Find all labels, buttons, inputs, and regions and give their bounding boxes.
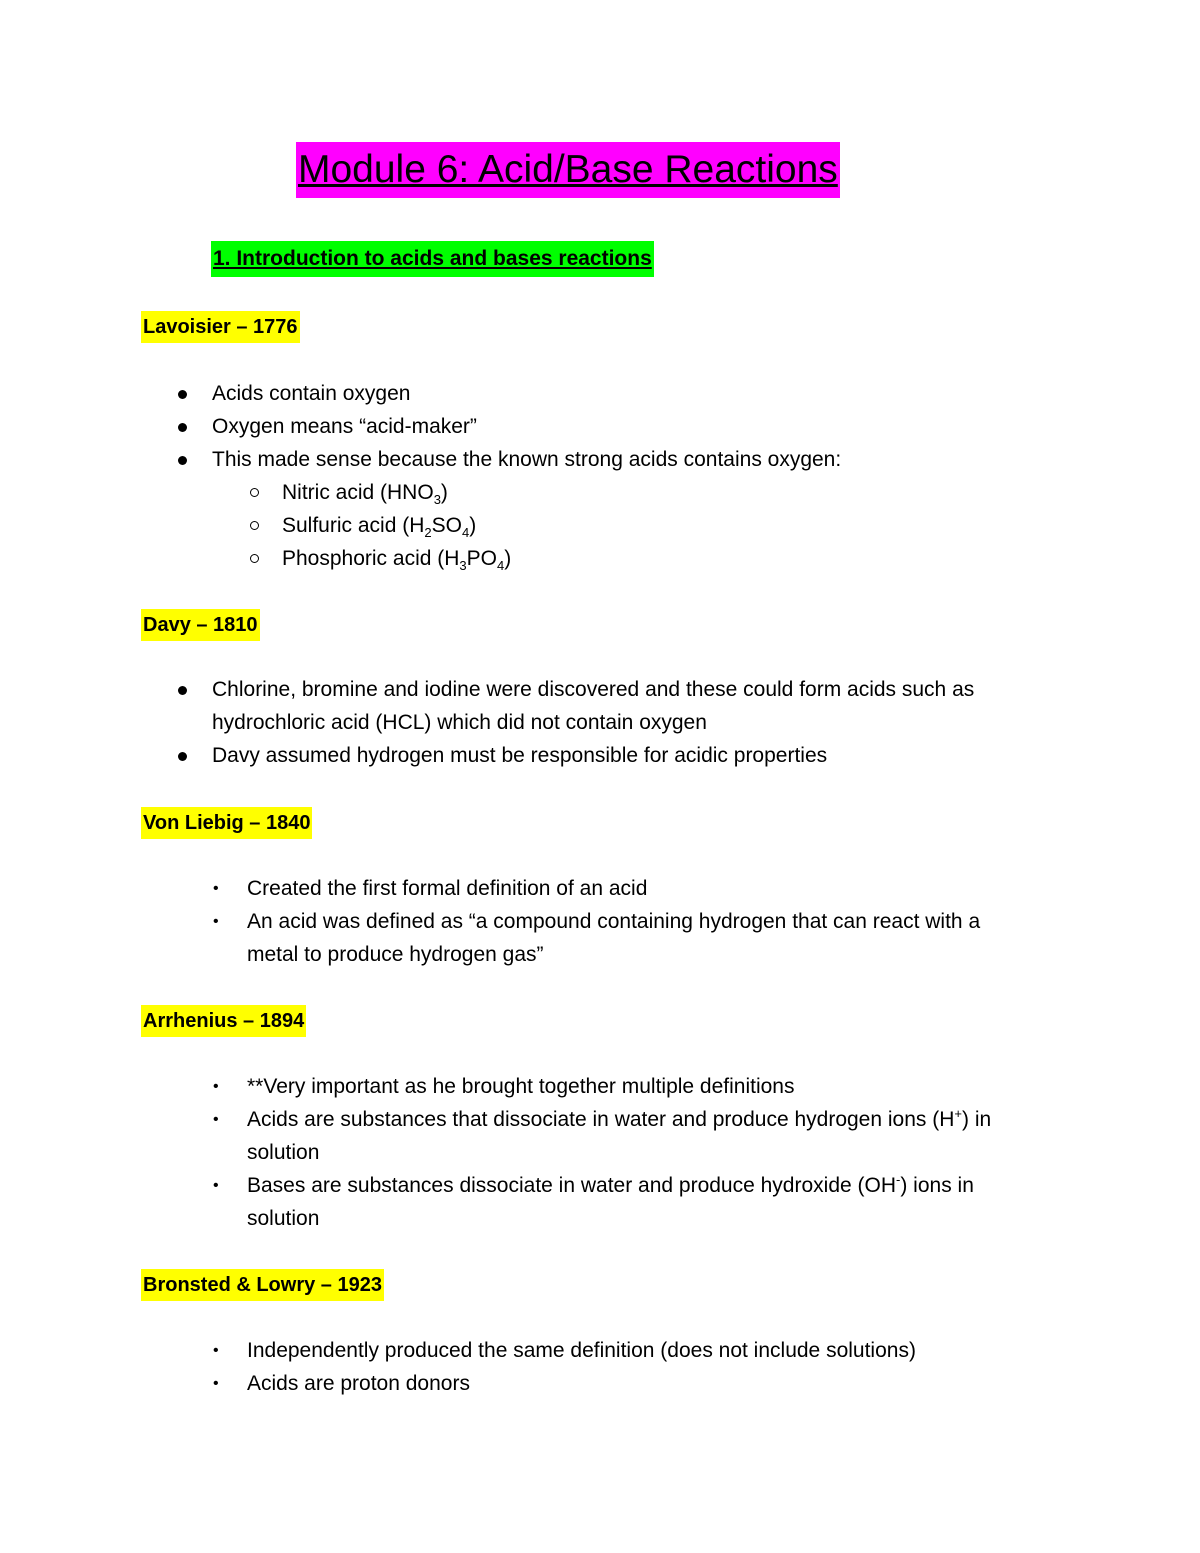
text-run: Bases are substances dissociate in water and produce hydroxide (OH xyxy=(247,1174,897,1197)
bullet-dot-icon xyxy=(178,456,187,465)
text-run: ) ions in xyxy=(900,1174,974,1197)
formula-subscript: 4 xyxy=(497,558,505,574)
formula-subscript: 2 xyxy=(424,525,432,541)
list-item xyxy=(0,1070,1200,1103)
sub-list-item xyxy=(0,542,1200,575)
list-item-text: Created the first formal definition of an acid xyxy=(247,877,648,900)
superscript: - xyxy=(896,1172,901,1187)
formula-text: Sulfuric acid (H xyxy=(282,514,425,537)
text-run: Acids are substances that dissociate in water and produce hydrogen ions (H xyxy=(247,1108,955,1131)
sub-list-item xyxy=(0,509,1200,542)
bullet-dot-icon: • xyxy=(213,1342,219,1359)
list-item xyxy=(0,673,1200,706)
list-item-text: solution xyxy=(247,1207,320,1230)
list-item-text: hydrochloric acid (HCL) which did not contain oxygen xyxy=(212,711,707,734)
list-item-text xyxy=(247,1103,991,1136)
page-title: Module 6: Acid/Base Reactions xyxy=(296,142,840,198)
text-run: ) in xyxy=(962,1108,992,1131)
list-item xyxy=(0,1103,1200,1136)
list-item xyxy=(0,872,1200,905)
list-item-text: metal to produce hydrogen gas” xyxy=(247,943,544,966)
list-item xyxy=(0,739,1200,772)
list-item-continuation xyxy=(0,706,1200,739)
sub-list-item-text xyxy=(282,476,448,509)
bullet-dot-icon xyxy=(178,423,187,432)
bullet-dot-icon: • xyxy=(213,880,219,897)
bullet-dot-icon: • xyxy=(213,1375,219,1392)
list-item-continuation xyxy=(0,938,1200,971)
list-item xyxy=(0,1334,1200,1367)
bullet-dot-icon xyxy=(178,686,187,695)
list-item xyxy=(0,1367,1200,1400)
list-item xyxy=(0,377,1200,410)
bullet-circle-icon xyxy=(250,554,259,563)
sub-list-item xyxy=(0,476,1200,509)
list-item-text: This made sense because the known strong acids contains oxygen: xyxy=(212,448,842,471)
formula-text: Phosphoric acid (H xyxy=(282,547,460,570)
list-item xyxy=(0,905,1200,938)
list-item-text: An acid was defined as “a compound containing hydrogen that can react with a xyxy=(247,910,981,933)
formula-text: SO xyxy=(431,514,462,537)
list-item-text: Davy assumed hydrogen must be responsible for acidic properties xyxy=(212,744,828,767)
list-item xyxy=(0,410,1200,443)
list-item-text: Chlorine, bromine and iodine were discovered and these could form acids such as xyxy=(212,678,975,701)
formula-text: PO xyxy=(466,547,497,570)
bullet-dot-icon: • xyxy=(213,1078,219,1095)
section-subtitle: 1. Introduction to acids and bases reactions xyxy=(211,241,654,277)
bullet-circle-icon xyxy=(250,521,259,530)
bullet-dot-icon xyxy=(178,752,187,761)
heading-lavoisier: Lavoisier – 1776 xyxy=(141,311,300,343)
list-item-continuation xyxy=(0,1136,1200,1169)
bullet-circle-icon xyxy=(250,488,259,497)
bullet-dot-icon xyxy=(178,390,187,399)
formula-subscript: 4 xyxy=(461,525,470,541)
heading-bronsted-lowry: Bronsted & Lowry – 1923 xyxy=(141,1269,384,1301)
list-item-continuation xyxy=(0,1202,1200,1235)
list-item-text: Oxygen means “acid-maker” xyxy=(212,415,477,438)
list-item xyxy=(0,443,1200,476)
formula-subscript: 3 xyxy=(433,492,441,508)
list-item-text: Acids contain oxygen xyxy=(212,382,411,405)
formula-subscript: 3 xyxy=(459,558,467,574)
formula-text: ) xyxy=(504,547,512,570)
list-item-text: solution xyxy=(247,1141,320,1164)
heading-davy: Davy – 1810 xyxy=(141,609,260,641)
list-item xyxy=(0,1169,1200,1202)
heading-arrhenius: Arrhenius – 1894 xyxy=(141,1005,306,1037)
list-item-text: **Very important as he brought together multiple definitions xyxy=(247,1075,795,1098)
sub-list-item-text xyxy=(282,509,476,542)
formula-text: Nitric acid (HNO xyxy=(282,481,434,504)
bullet-dot-icon: • xyxy=(213,1177,219,1194)
superscript: + xyxy=(954,1106,962,1121)
list-item-text: Acids are proton donors xyxy=(247,1372,470,1395)
bullet-dot-icon: • xyxy=(213,913,219,930)
list-item-text: Independently produced the same definition (does not include solutions) xyxy=(247,1339,916,1362)
list-item-text xyxy=(247,1169,974,1202)
formula-text: ) xyxy=(469,514,477,537)
sub-list-item-text xyxy=(282,542,511,575)
heading-von-liebig: Von Liebig – 1840 xyxy=(141,807,312,839)
formula-text: ) xyxy=(440,481,448,504)
bullet-dot-icon: • xyxy=(213,1111,219,1128)
